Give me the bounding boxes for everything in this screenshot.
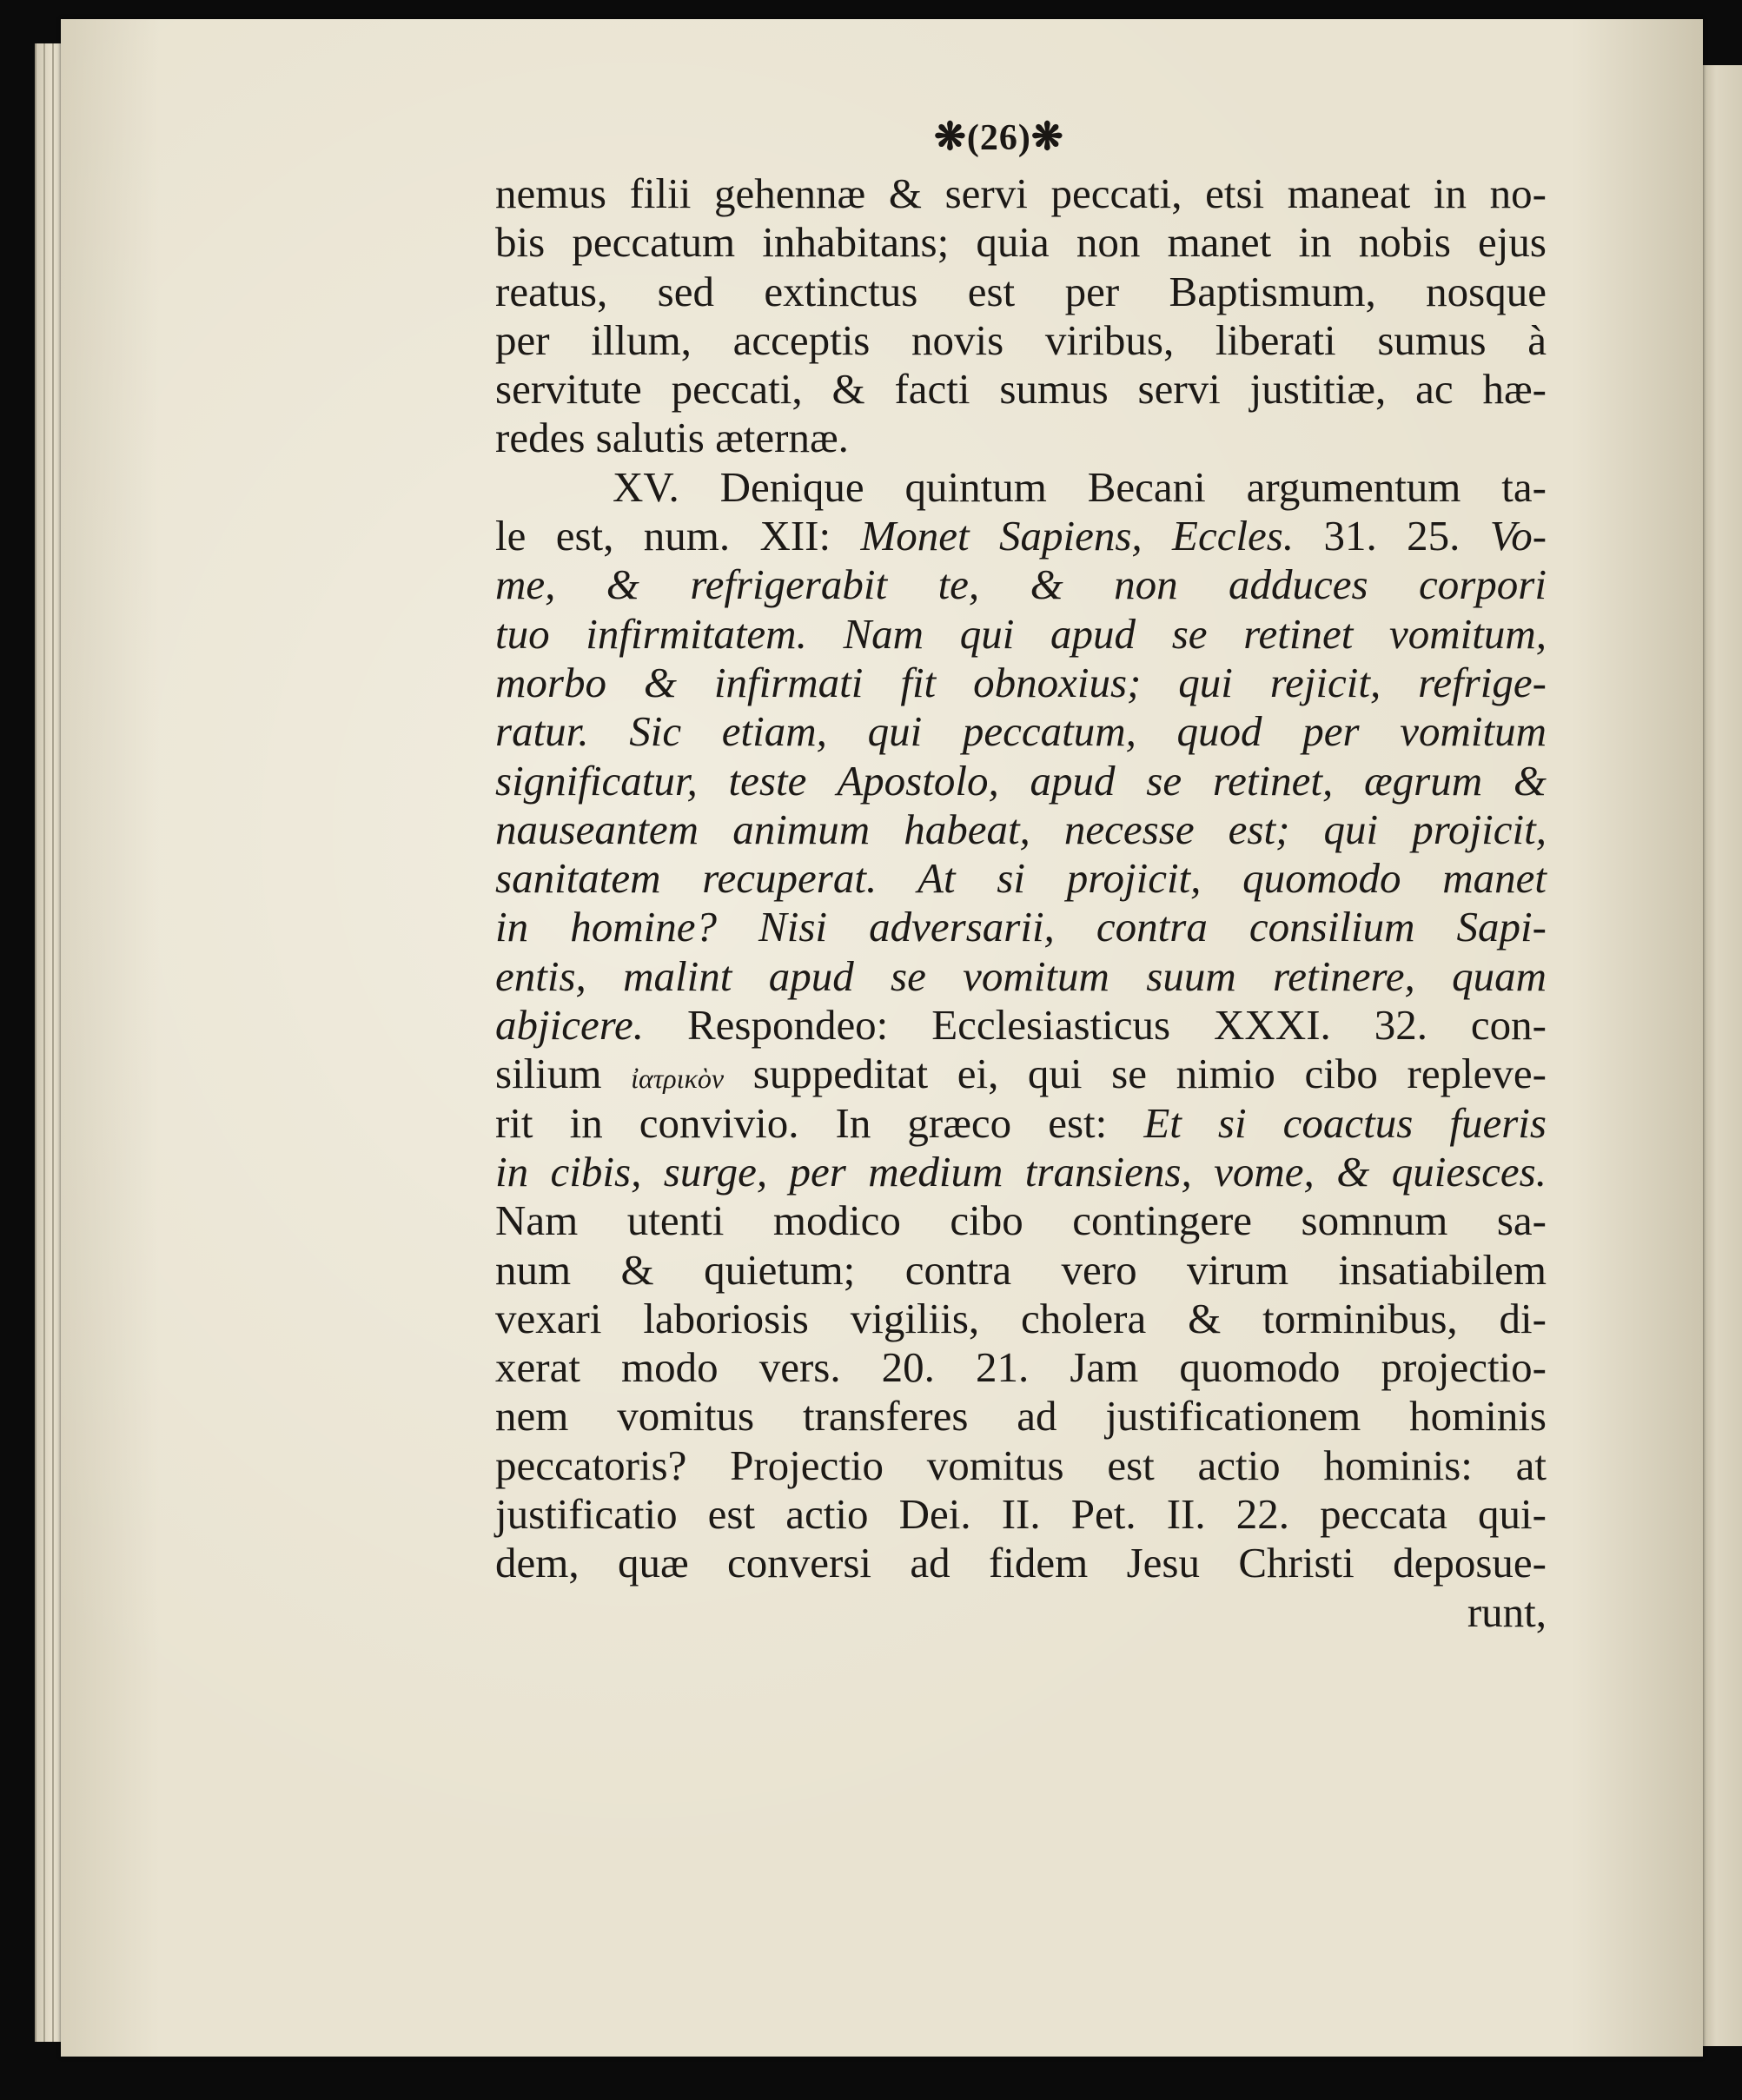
text-segment: per illum, acceptis novis viribus, liberati sumus à: [495, 315, 1547, 364]
text-line: [495, 1392, 1547, 1441]
text-segment: num & quietum; contra vero virum insatiabilem: [495, 1245, 1547, 1294]
text-line: [495, 1196, 1547, 1245]
text-segment: tuo infirmitatem. Nam qui apud se retinet vomitum,: [495, 609, 1547, 658]
text-segment: peccatoris? Projectio vomitus est actio hominis: at: [495, 1441, 1547, 1489]
text-segment: redes salutis æternæ.: [495, 414, 849, 462]
text-line: [495, 1539, 1547, 1587]
page-header: [934, 115, 1108, 159]
text-segment: abjicere.: [495, 1001, 644, 1050]
text-line: [495, 1246, 1547, 1295]
facing-page-edge: [1699, 65, 1742, 2046]
text-line: [495, 512, 1547, 560]
text-segment: morbo & infirmati fit obnoxius; qui rejicit, refrige-: [495, 658, 1547, 706]
text-line: [495, 1001, 1547, 1050]
text-segment: reatus, sed extinctus est per Baptismum, nosque: [495, 267, 1547, 315]
text-segment: me, & refrigerabit te, & non adduces corpori: [495, 560, 1547, 609]
text-line: [495, 1490, 1547, 1539]
text-line: [495, 610, 1547, 659]
text-segment: justificatio est actio Dei. II. Pet. II. 22. peccata qui-: [495, 1490, 1547, 1539]
text-segment: xerat modo vers. 20. 21. Jam quomodo projectio-: [495, 1343, 1547, 1392]
text-line: [495, 365, 1547, 414]
text-line: [495, 1148, 1547, 1196]
text-segment: Vo-: [1489, 512, 1547, 560]
text-segment: nauseantem animum habeat, necesse est; qui projicit,: [495, 805, 1547, 853]
text-segment: suppeditat ei, qui se nimio cibo repleve-: [724, 1050, 1547, 1098]
text-segment: in cibis, surge, per medium transiens, vome, & quiesces.: [495, 1147, 1547, 1196]
text-segment: Et si coactus fueris: [1143, 1098, 1547, 1147]
text-segment: entis, malint apud se vomitum suum retinere, quam: [495, 951, 1547, 1000]
text-segment: nem vomitus transferes ad justificationem hominis: [495, 1392, 1547, 1441]
text-segment: bis peccatum inhabitans; quia non manet in nobis ejus: [495, 218, 1547, 267]
text-line: [495, 218, 1547, 267]
text-line: [495, 1050, 1547, 1098]
text-segment: silium: [495, 1050, 632, 1098]
text-segment: 31. 25.: [1294, 512, 1490, 560]
text-segment: ἰατρικὸν: [631, 1063, 725, 1095]
text-line: [495, 805, 1547, 854]
text-segment: dem, quæ conversi ad fidem Jesu Christi deposue-: [495, 1539, 1547, 1587]
text-line: [495, 757, 1547, 805]
text-line: [495, 1295, 1547, 1343]
text-segment: in homine? Nisi adversarii, contra consilium Sapi-: [495, 903, 1547, 951]
text-segment: nemus filii gehennæ & servi peccati, etsi maneat in no-: [495, 169, 1547, 217]
text-segment: sanitatem recuperat. At si projicit, quomodo manet: [495, 854, 1547, 903]
body-text: [495, 169, 1547, 1637]
text-line: [495, 268, 1547, 316]
text-segment: Respondeo: Ecclesiasticus XXXI. 32. con-: [643, 1001, 1547, 1050]
text-line: [495, 659, 1547, 707]
page-number: (26): [966, 118, 1031, 158]
ornament-left-icon: ❋: [934, 116, 967, 158]
text-line: [495, 1099, 1547, 1148]
text-segment: servitute peccati, & facti sumus servi justitiæ, ac hæ-: [495, 365, 1547, 414]
text-line: [495, 169, 1547, 218]
text-line: [495, 903, 1547, 951]
text-segment: significatur, teste Apostolo, apud se retinet, ægrum &: [495, 756, 1547, 805]
text-segment: XV. Denique quintum Becani argumentum ta-: [613, 462, 1547, 511]
text-line: [495, 1588, 1547, 1637]
text-segment: rit in convivio. In græco est:: [495, 1098, 1144, 1147]
text-line: [495, 952, 1547, 1001]
text-line: [495, 560, 1547, 609]
text-segment: le est, num. XII:: [495, 512, 861, 560]
text-segment: vexari laboriosis vigiliis, cholera & torminibus, di-: [495, 1294, 1547, 1342]
text-line: [495, 316, 1547, 365]
ornament-right-icon: ❋: [1030, 116, 1064, 158]
text-line: [495, 707, 1547, 756]
text-segment: Monet Sapiens, Eccles.: [860, 512, 1295, 560]
text-line: [495, 1441, 1547, 1490]
text-line: [495, 414, 1547, 462]
text-line: [495, 463, 1547, 512]
text-line: [495, 1343, 1547, 1392]
text-segment: runt,: [1467, 1587, 1547, 1636]
text-line: [495, 854, 1547, 903]
text-segment: ratur. Sic etiam, qui peccatum, quod per vomitum: [495, 707, 1547, 756]
text-segment: Nam utenti modico cibo contingere somnum sa-: [495, 1196, 1547, 1245]
